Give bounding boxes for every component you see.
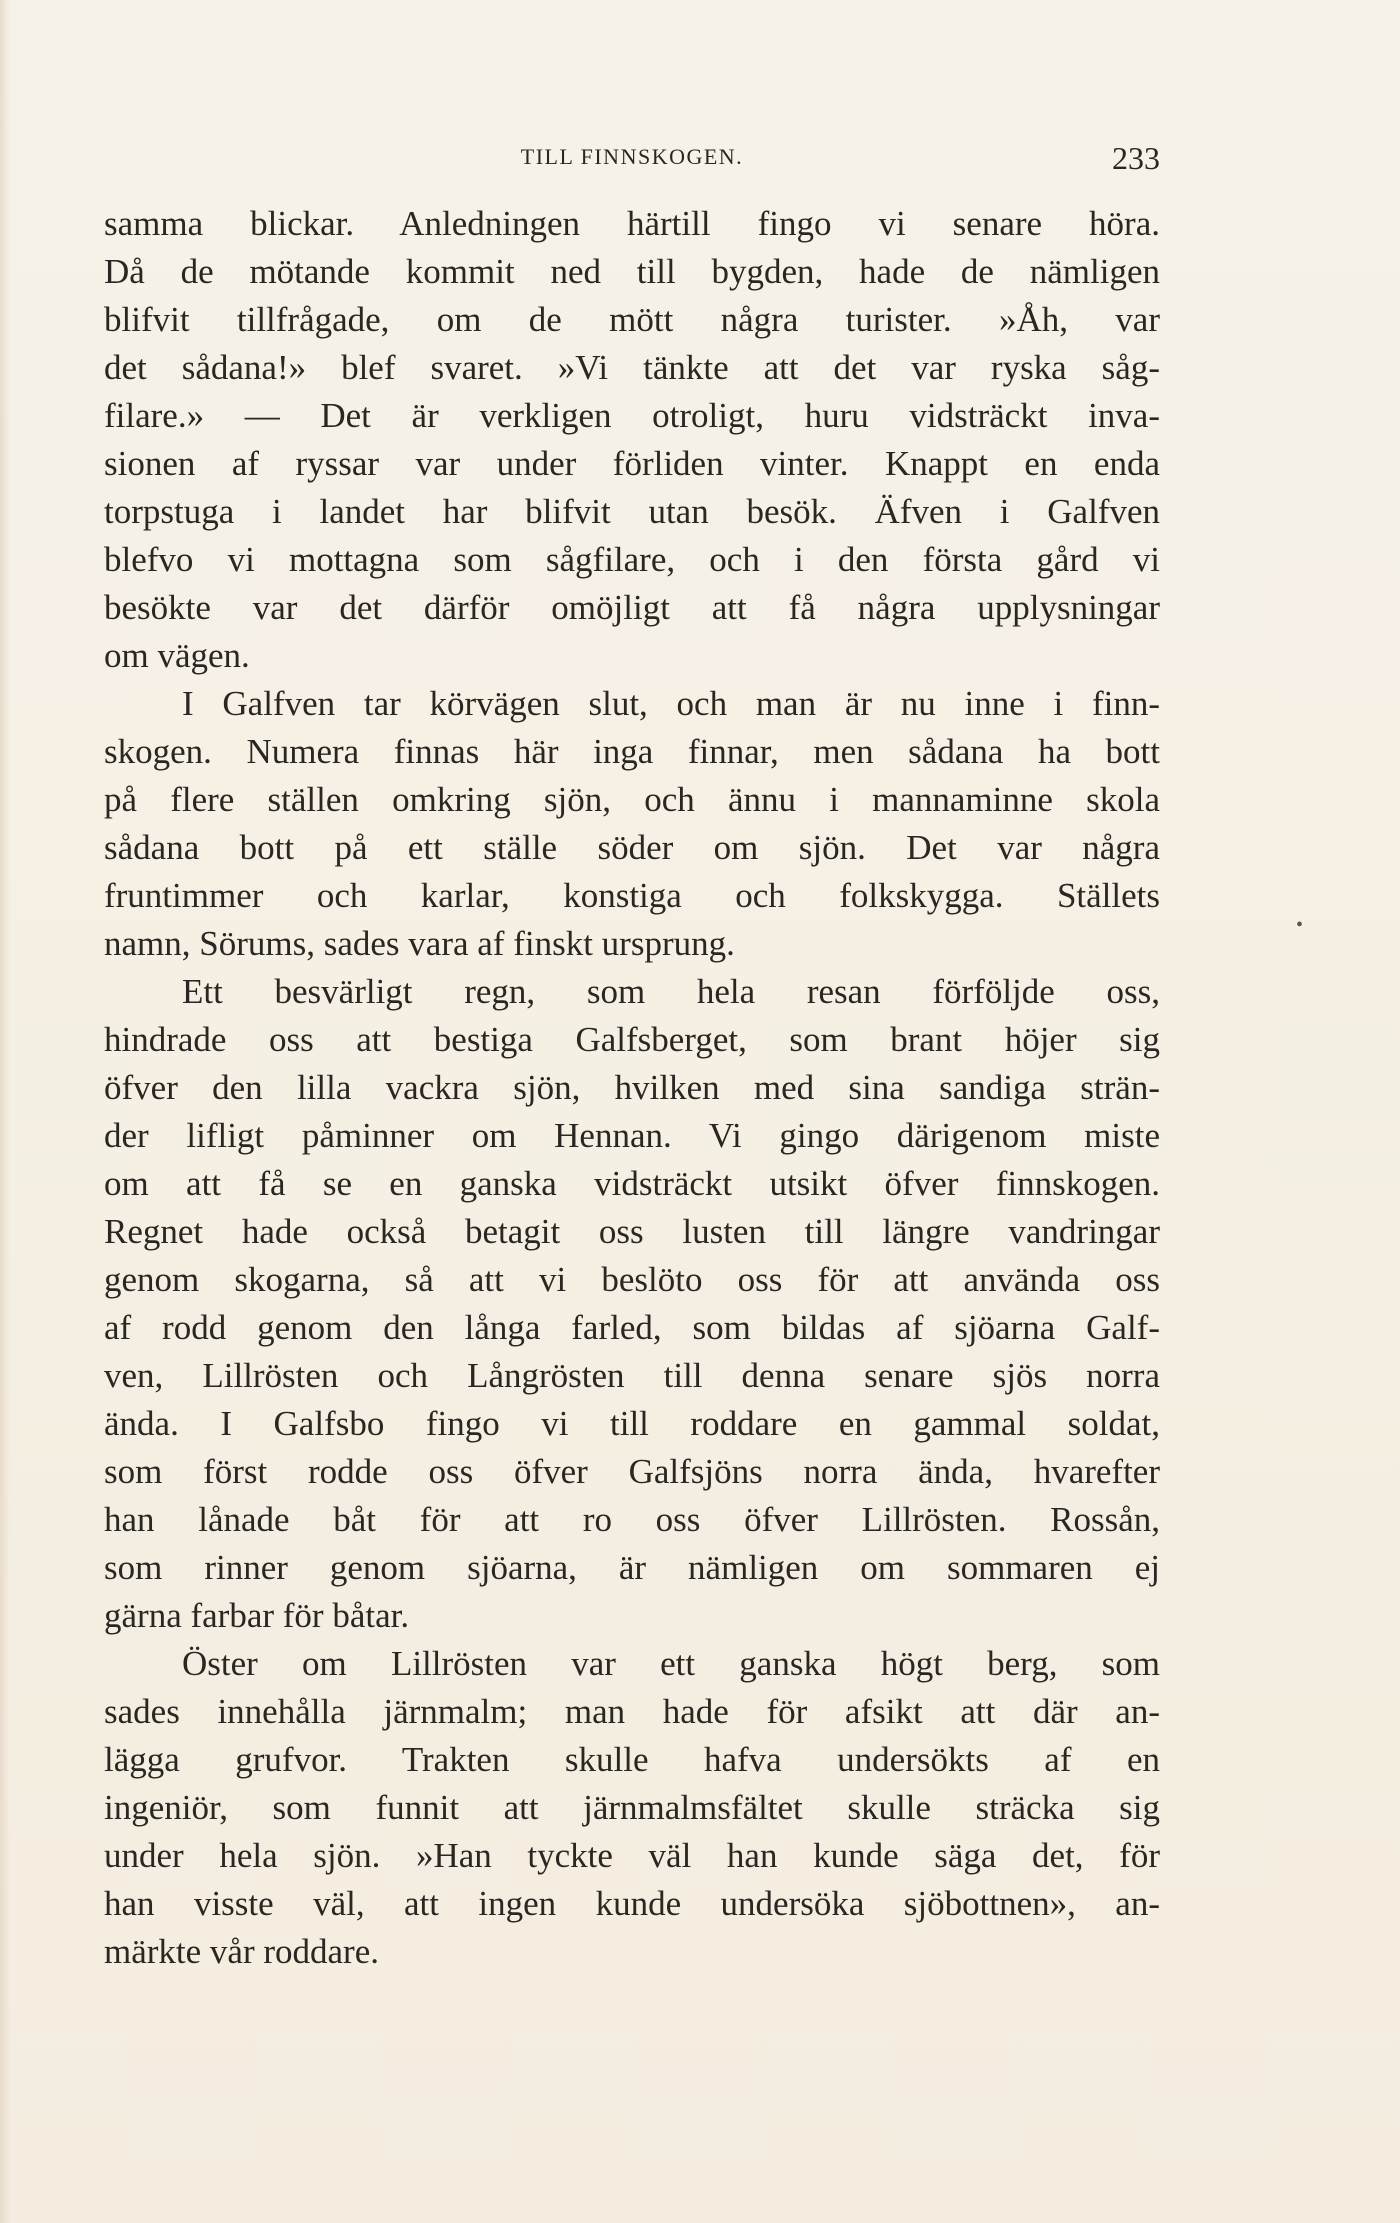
text-line: blefvo vi mottagna som sågfilare, och i den första gård vi: [104, 540, 1160, 579]
text-line: märkte vår roddare.: [104, 1932, 379, 1971]
page-edge-shadow: [0, 0, 10, 2223]
text-line: torpstuga i landet har blifvit utan besök. Äfven i Galfven: [104, 492, 1160, 531]
text-line: gärna farbar för båtar.: [104, 1596, 410, 1635]
text-line: han visste väl, att ingen kunde undersöka sjöbottnen», an-: [104, 1884, 1160, 1923]
text-line: besökte var det därför omöjligt att få några upplysningar: [104, 588, 1160, 627]
page-number: 233: [1112, 140, 1160, 176]
text-line: ingeniör, som funnit att järnmalmsfältet skulle sträcka sig: [104, 1788, 1160, 1827]
running-head: TILL FINNSKOGEN.: [520, 144, 744, 169]
text-line: filare.» — Det är verkligen otroligt, huru vidsträckt inva-: [104, 396, 1160, 435]
text-line: Då de mötande kommit ned till bygden, hade de nämligen: [104, 252, 1160, 291]
text-line: på flere ställen omkring sjön, och ännu i mannaminne skola: [104, 780, 1160, 819]
text-line: ända. I Galfsbo fingo vi till roddare en gammal soldat,: [104, 1404, 1160, 1443]
text-line: hindrade oss att bestiga Galfsberget, som brant höjer sig: [104, 1020, 1160, 1059]
text-line: Ett besvärligt regn, som hela resan förföljde oss,: [182, 972, 1160, 1011]
text-line: namn, Sörums, sades vara af finskt ursprung.: [104, 924, 735, 963]
stray-ink-mark: •: [1296, 914, 1304, 936]
text-line: genom skogarna, så att vi beslöto oss för att använda oss: [104, 1260, 1160, 1299]
text-line: blifvit tillfrågade, om de mött några turister. »Åh, var: [104, 300, 1160, 339]
text-line: Regnet hade också betagit oss lusten till längre vandringar: [104, 1212, 1160, 1251]
text-line: om vägen.: [104, 636, 250, 675]
text-line: samma blickar. Anledningen härtill fingo vi senare höra.: [104, 204, 1160, 243]
body-text: [104, 200, 1160, 1976]
text-line: sådana bott på ett ställe söder om sjön. Det var några: [104, 828, 1160, 867]
text-line: af rodd genom den långa farled, som bildas af sjöarna Galf-: [104, 1308, 1160, 1347]
text-line: fruntimmer och karlar, konstiga och folkskygga. Ställets: [104, 876, 1160, 915]
text-line: öfver den lilla vackra sjön, hvilken med sina sandiga strän-: [104, 1068, 1160, 1107]
text-line: sades innehålla järnmalm; man hade för afsikt att där an-: [104, 1692, 1160, 1731]
text-line: der lifligt påminner om Hennan. Vi gingo därigenom miste: [104, 1116, 1160, 1155]
text-line: om att få se en ganska vidsträckt utsikt öfver finnskogen.: [104, 1164, 1160, 1203]
text-line: Öster om Lillrösten var ett ganska högt berg, som: [182, 1644, 1160, 1683]
text-line: som först rodde oss öfver Galfsjöns norra ända, hvarefter: [104, 1452, 1160, 1491]
text-line: I Galfven tar körvägen slut, och man är nu inne i finn-: [182, 684, 1160, 723]
text-line: under hela sjön. »Han tyckte väl han kunde säga det, för: [104, 1836, 1160, 1875]
text-line: han lånade båt för att ro oss öfver Lillrösten. Rossån,: [104, 1500, 1160, 1539]
text-line: sionen af ryssar var under förliden vinter. Knappt en enda: [104, 444, 1160, 483]
text-line: som rinner genom sjöarna, är nämligen om sommaren ej: [104, 1548, 1160, 1587]
text-line: lägga grufvor. Trakten skulle hafva undersökts af en: [104, 1740, 1160, 1779]
text-line: skogen. Numera finnas här inga finnar, men sådana ha bott: [104, 732, 1160, 771]
page-header: [104, 140, 1160, 180]
text-line: det sådana!» blef svaret. »Vi tänkte att det var ryska såg-: [104, 348, 1160, 387]
text-line: ven, Lillrösten och Långrösten till denna senare sjös norra: [104, 1356, 1160, 1395]
